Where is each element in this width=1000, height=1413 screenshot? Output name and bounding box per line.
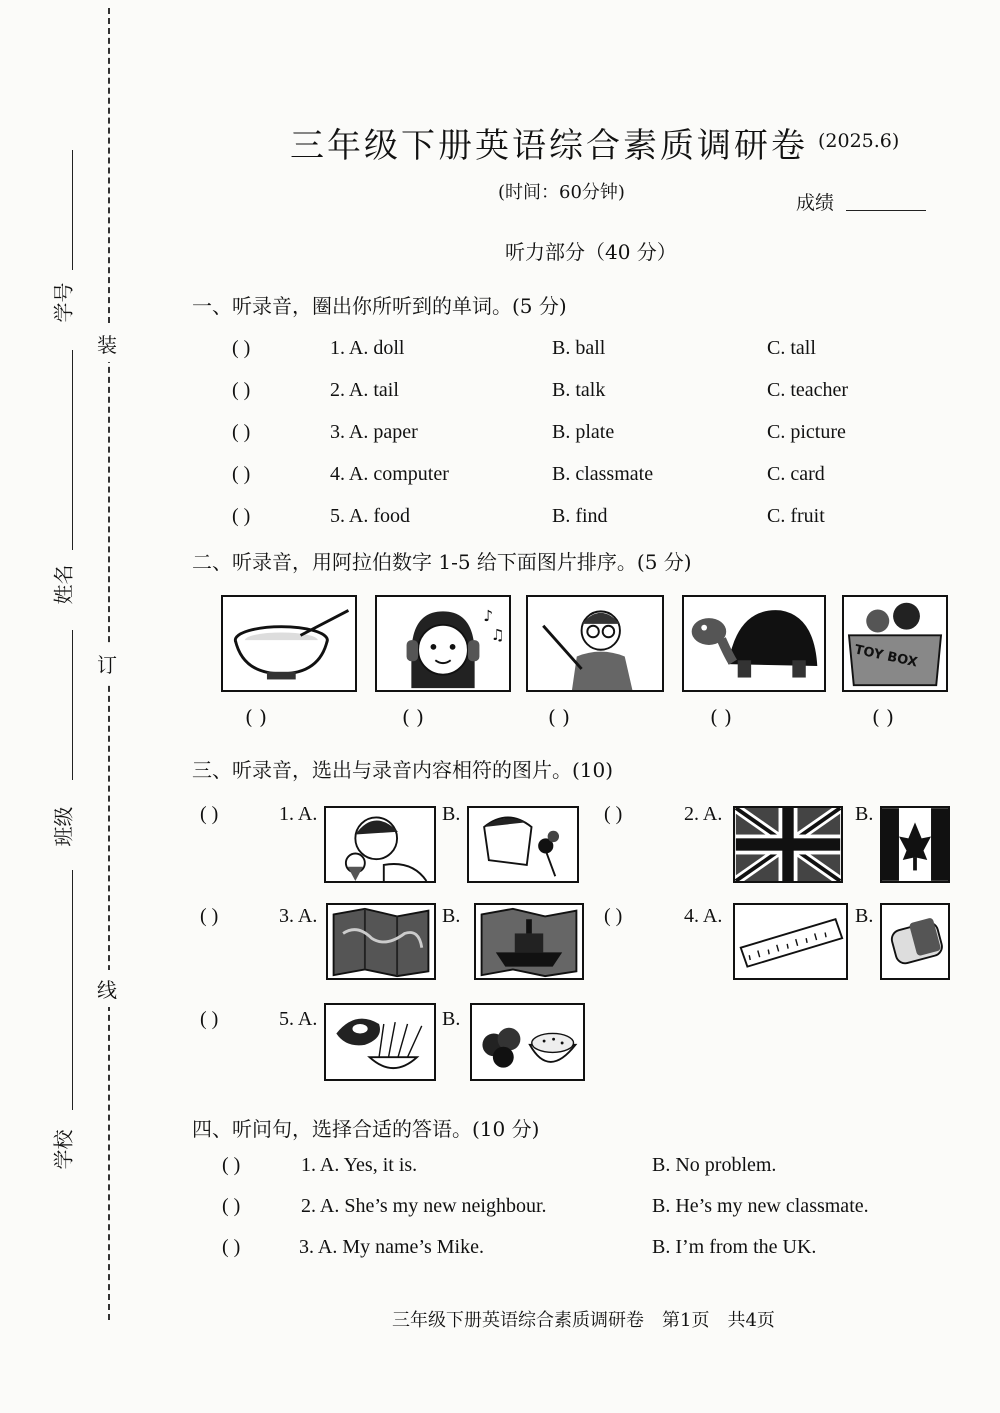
- s4-item2-paren[interactable]: ( ): [222, 1195, 241, 1217]
- school-label: 学校: [51, 1129, 76, 1170]
- s2-paren-2[interactable]: ( ): [402, 705, 424, 729]
- soup-bowl-picture: [221, 595, 357, 692]
- svg-text:♫: ♫: [490, 626, 505, 645]
- s3-item3-a-label: 3. A.: [279, 905, 318, 927]
- student-no-label: 学号: [51, 282, 76, 323]
- binding-char-zhuang: 装: [97, 325, 117, 362]
- s3-item4-b-label: B.: [855, 905, 874, 927]
- section3-title: 三、听录音，选出与录音内容相符的图片。(10): [192, 758, 614, 782]
- s3-item2-a-label: 2. A.: [684, 803, 723, 825]
- s1-item3-c: C. picture: [767, 421, 846, 443]
- s4-item2-b: B. He’s my new classmate.: [652, 1195, 869, 1217]
- s1-item3-paren[interactable]: ( ): [232, 421, 251, 443]
- s3-item2-paren[interactable]: ( ): [604, 803, 623, 825]
- s1-item1-paren[interactable]: ( ): [232, 337, 251, 359]
- s1-item1-b: B. ball: [552, 337, 606, 359]
- s1-item5-paren[interactable]: ( ): [232, 505, 251, 527]
- canada-flag-picture: [880, 806, 950, 883]
- s3-item1-b-label: B.: [442, 803, 461, 825]
- s1-item3-a: 3. A. paper: [330, 421, 418, 443]
- s1-item5-a: 5. A. food: [330, 505, 410, 527]
- s4-item1-a: 1. A. Yes, it is.: [301, 1154, 418, 1176]
- smelling-flower-picture: [467, 806, 579, 883]
- section2-title: 二、听录音，用阿拉伯数字 1-5 给下面图片排序。(5 分): [192, 550, 692, 574]
- score-blank[interactable]: [846, 210, 926, 211]
- s1-item2-c: C. teacher: [767, 379, 849, 401]
- ship-map-picture: [474, 903, 584, 980]
- binding-char-ding: 订: [97, 645, 117, 682]
- s1-item2-a: 2. A. tail: [330, 379, 399, 401]
- meat-noodles-picture: [324, 1003, 436, 1081]
- eraser-picture: [880, 903, 950, 980]
- s3-item5-b-label: B.: [442, 1008, 461, 1030]
- s3-item4-a-label: 4. A.: [684, 905, 723, 927]
- school-line: [72, 870, 73, 1110]
- s2-paren-5[interactable]: ( ): [872, 705, 894, 729]
- name-line: [72, 350, 73, 550]
- class-label: 班级: [51, 806, 76, 847]
- svg-text:♪: ♪: [483, 606, 494, 625]
- s1-item2-paren[interactable]: ( ): [232, 379, 251, 401]
- s1-item2-b: B. talk: [552, 379, 606, 401]
- student-no-line: [72, 150, 73, 270]
- s3-item5-a-label: 5. A.: [279, 1008, 318, 1030]
- s1-item1-c: C. tall: [767, 337, 816, 359]
- s1-item4-b: B. classmate: [552, 463, 654, 485]
- s1-item1-a: 1. A. doll: [330, 337, 405, 359]
- section4-title: 四、听问句，选择合适的答语。(10 分): [192, 1117, 540, 1141]
- s4-item1-b: B. No problem.: [652, 1154, 777, 1176]
- s4-item3-a: 3. A. My name’s Mike.: [299, 1236, 484, 1258]
- toy-box-label: TOY BOX: [853, 642, 919, 671]
- s3-item4-paren[interactable]: ( ): [604, 905, 623, 927]
- s1-item3-b: B. plate: [552, 421, 615, 443]
- page-footer: 三年级下册英语综合素质调研卷 第1页 共4页: [392, 1310, 775, 1331]
- teacher-picture: [526, 595, 664, 692]
- s1-item5-b: B. find: [552, 505, 608, 527]
- s1-item4-c: C. card: [767, 463, 825, 485]
- uk-flag-picture: [733, 806, 843, 883]
- ruler-picture: [733, 903, 848, 980]
- exam-date: (2025.6): [818, 130, 900, 152]
- binding-char-xian: 线: [97, 970, 117, 1007]
- score-label: 成绩: [796, 192, 835, 214]
- s2-paren-4[interactable]: ( ): [710, 705, 732, 729]
- s2-paren-3[interactable]: ( ): [548, 705, 570, 729]
- page-title: 三年级下册英语综合素质调研卷: [290, 126, 808, 166]
- s3-item3-b-label: B.: [442, 905, 461, 927]
- s4-item3-paren[interactable]: ( ): [222, 1236, 241, 1258]
- turtle-picture: [682, 595, 826, 692]
- ice-cream-picture: [324, 806, 436, 883]
- s3-item1-paren[interactable]: ( ): [200, 803, 219, 825]
- s2-paren-1[interactable]: ( ): [245, 705, 267, 729]
- s4-item3-b: B. I’m from the UK.: [652, 1236, 817, 1258]
- part-title: 听力部分（40 分）: [505, 240, 677, 264]
- s3-item5-paren[interactable]: ( ): [200, 1008, 219, 1030]
- s1-item5-c: C. fruit: [767, 505, 825, 527]
- section1-title: 一、听录音，圈出你所听到的单词。(5 分): [192, 294, 567, 318]
- toy-box-picture: [842, 595, 948, 692]
- s3-item1-a-label: 1. A.: [279, 803, 318, 825]
- s4-item2-a: 2. A. She’s my new neighbour.: [301, 1195, 547, 1217]
- s3-item2-b-label: B.: [855, 803, 874, 825]
- s4-item1-paren[interactable]: ( ): [222, 1154, 241, 1176]
- exam-time: (时间：60分钟): [498, 182, 625, 203]
- vegetables-rice-picture: [470, 1003, 585, 1081]
- map-picture: [326, 903, 436, 980]
- s3-item3-paren[interactable]: ( ): [200, 905, 219, 927]
- class-line: [72, 630, 73, 780]
- s1-item4-a: 4. A. computer: [330, 463, 449, 485]
- name-label: 姓名: [51, 564, 76, 605]
- s1-item4-paren[interactable]: ( ): [232, 463, 251, 485]
- girl-headphones-picture: [375, 595, 511, 692]
